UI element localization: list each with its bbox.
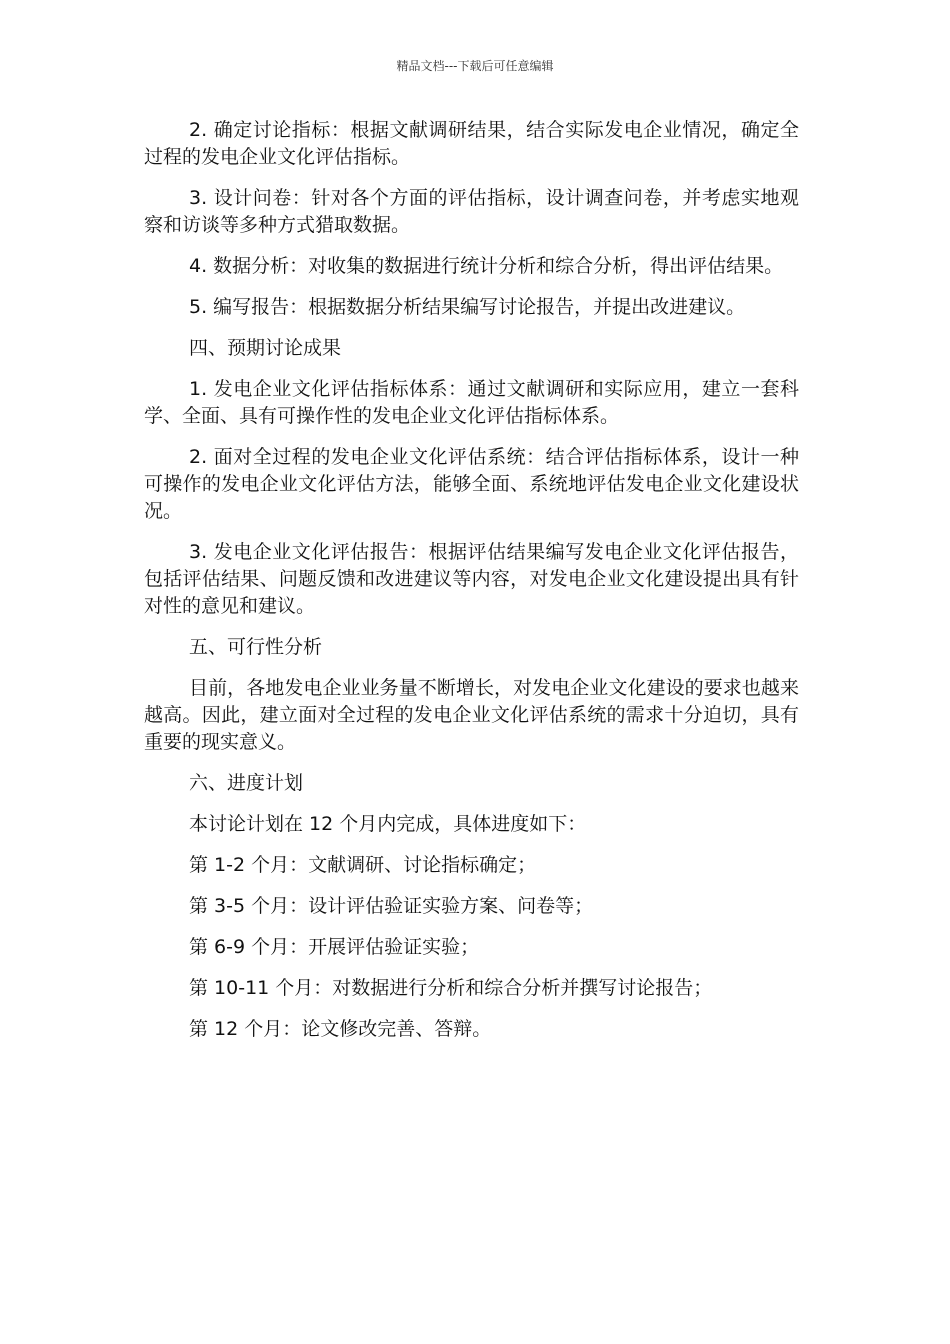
- step-2-paragraph: 2. 确定讨论指标：根据文献调研结果，结合实际发电企业情况，确定全过程的发电企业文化评估指标。: [144, 119, 799, 168]
- outcome-1-paragraph: 1. 发电企业文化评估指标体系：通过文献调研和实际应用，建立一套科学、全面、具有可操作性的发电企业文化评估指标体系。: [144, 378, 799, 427]
- document-body: [144, 117, 799, 1057]
- schedule-intro: 本讨论计划在 12 个月内完成，具体进度如下：: [189, 813, 587, 835]
- section-5-heading: 五、可行性分析: [189, 636, 323, 658]
- step-5-paragraph: 5. 编写报告：根据数据分析结果编写讨论报告，并提出改进建议。: [189, 296, 746, 318]
- section-6-heading: 六、进度计划: [189, 772, 304, 794]
- schedule-item-2: 第 3-5 个月：设计评估验证实验方案、问卷等；: [189, 895, 594, 917]
- page-header: 精品文档---下载后可任意编辑: [396, 59, 554, 73]
- schedule-item-4: 第 10-11 个月：对数据进行分析和综合分析并撰写讨论报告；: [189, 977, 713, 999]
- feasibility-paragraph: 目前，各地发电企业业务量不断增长，对发电企业文化建设的要求也越来越高。因此，建立面对全过程的发电企业文化评估系统的需求十分迫切，具有重要的现实意义。: [144, 677, 799, 753]
- schedule-item-5: 第 12 个月：论文修改完善、答辩。: [189, 1018, 492, 1040]
- step-3-paragraph: 3. 设计问卷：针对各个方面的评估指标，设计调查问卷，并考虑实地观察和访谈等多种方式猎取数据。: [144, 187, 799, 236]
- step-4-paragraph: 4. 数据分析：对收集的数据进行统计分析和综合分析，得出评估结果。: [189, 255, 784, 277]
- outcome-2-paragraph: 2. 面对全过程的发电企业文化评估系统：结合评估指标体系，设计一种可操作的发电企业文化评估方法，能够全面、系统地评估发电企业文化建设状况。: [144, 446, 799, 522]
- outcome-3-paragraph: 3. 发电企业文化评估报告：根据评估结果编写发电企业文化评估报告，包括评估结果、问题反馈和改进建议等内容，对发电企业文化建设提出具有针对性的意见和建议。: [144, 541, 799, 617]
- schedule-item-3: 第 6-9 个月：开展评估验证实验；: [189, 936, 480, 958]
- section-4-heading: 四、预期讨论成果: [189, 337, 342, 359]
- schedule-item-1: 第 1-2 个月：文献调研、讨论指标确定；: [189, 854, 537, 876]
